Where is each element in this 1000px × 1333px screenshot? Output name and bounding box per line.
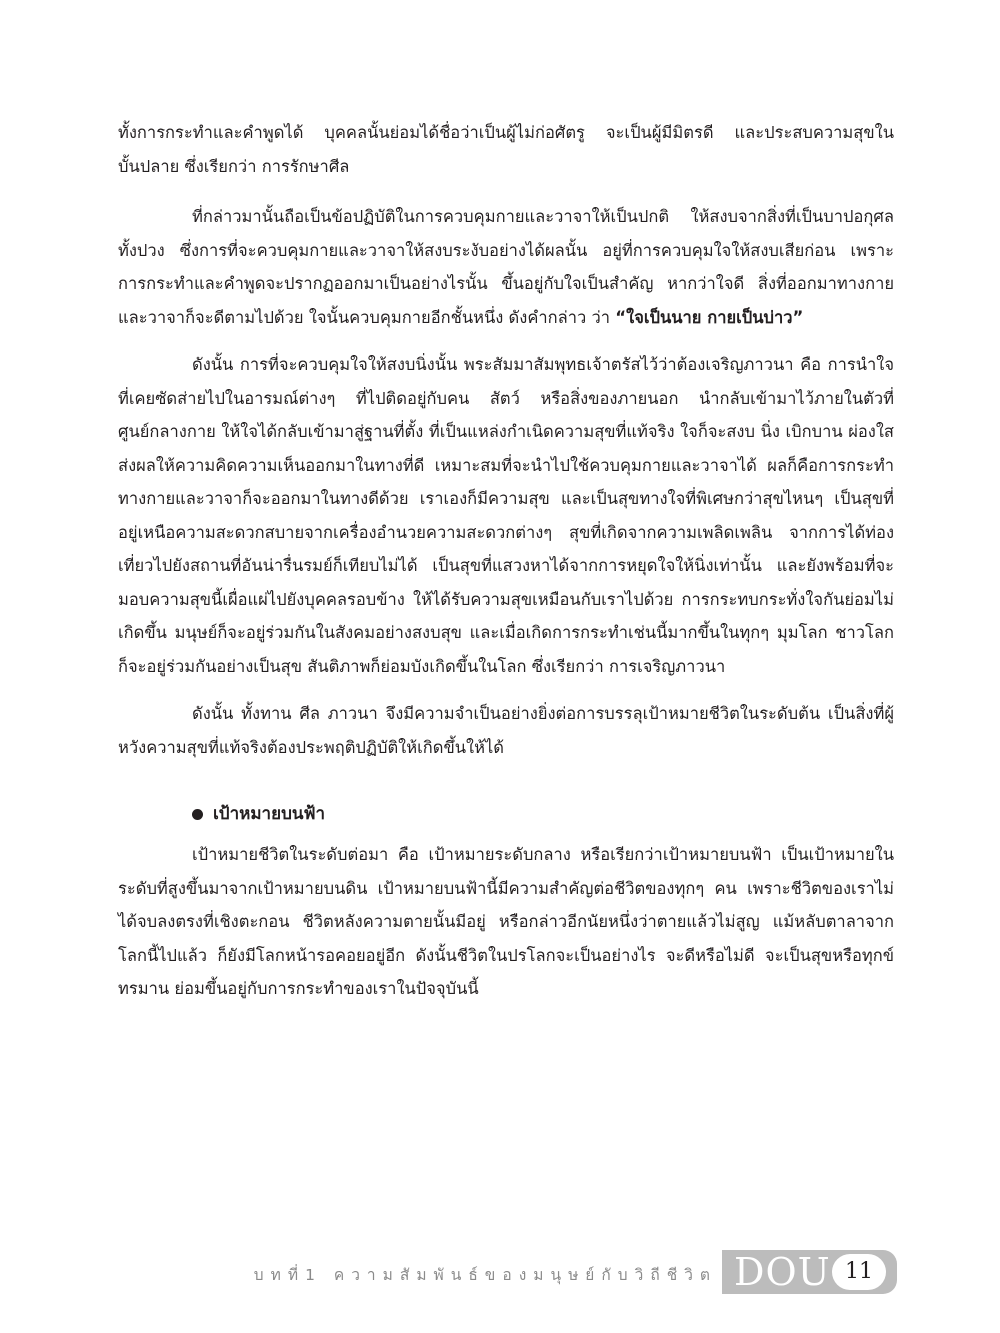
page-footer [0,1250,1000,1300]
section-heading [192,798,894,830]
paragraph-5: เป้าหมายชีวิตในระดับต่อมา คือ เป้าหมายระดับกลาง หรือเรียกว่าเป้าหมายบนฟ้า เป็นเป้าหมายในระดับที่สูงขึ้นมาจากเป้าหมายบนดิน เป้าหมายบนฟ้านี้มีความสำคัญต่อชีวิตของทุกๆ คน เพราะชีวิตของเราไม่ได้จบลงตรงที่เชิงตะกอน ชีวิตหลังความตายนั้นมีอยู่ หรือกล่าวอีกนัยหนึ่งว่าตายแล้วไม่สูญ แม้หลับตาลาจากโลกนี้ไปแล้ว ก็ยังมีโลกหน้ารอคอยอยู่อีก ดังนั้นชีวิตในปรโลกจะเป็นอย่างไร จะดีหรือไม่ดี จะเป็นสุขหรือทุกข์ทรมาน ย่อมขึ้นอยู่กับการกระทำของเราในปัจจุบันนี้ [118,845,894,998]
paragraph-1: ทั้งการกระทำและคำพูดได้ บุคคลนั้นย่อมได้ชื่อว่าเป็นผู้ไม่ก่อศัตรู จะเป็นผู้มีมิตรดี และประสบความสุขในบั้นปลาย ซึ่งเรียกว่า การรักษาศีล [118,123,894,176]
dou-logo: DOU [734,1250,831,1294]
page-badge [722,1250,897,1294]
paragraph-2 [118,200,894,334]
section-heading-text: เป้าหมายบนฟ้า [213,804,326,824]
bullet-icon [192,809,203,820]
paragraph-4: ดังนั้น ทั้งทาน ศีล ภาวนา จึงมีความจำเป็นอย่างยิ่งต่อการบรรลุเป้าหมายชีวิตในระดับต้น เป็นสิ่งที่ผู้หวังความสุขที่แท้จริงต้องประพฤติปฏิบัติให้เกิดขึ้นให้ได้ [118,704,894,757]
page-number: 11 [832,1254,886,1290]
paragraph-3: ดังนั้น การที่จะควบคุมใจให้สงบนิ่งนั้น พระสัมมาสัมพุทธเจ้าตรัสไว้ว่าต้องเจริญภาวนา คือ การนำใจที่เคยซัดส่ายไปในอารมณ์ต่างๆ ที่ไปติดอยู่กับคน สัตว์ หรือสิ่งของภายนอก นำกลับเข้ามาไว้ภายในตัวที่ศูนย์กลางกาย ให้ใจได้กลับเข้ามาสู่ฐานที่ตั้ง ที่เป็นแหล่งกำเนิดความสุขที่แท้จริง ใจก็จะสงบ นิ่ง เบิกบาน ผ่องใส ส่งผลให้ความคิดความเห็นออกมาในทางที่ดี เหมาะสมที่จะนำไปใช้ควบคุมกายและวาจาได้ ผลก็คือการกระทำทางกายและวาจาก็จะออกมาในทางดีด้วย เราเองก็มีความสุข และเป็นสุขทางใจที่พิเศษกว่าสุขไหนๆ เป็นสุขที่อยู่เหนือความสะดวกสบายจากเครื่องอำนวยความสะดวกต่างๆ สุขที่เกิดจากความเพลิดเพลิน จากการได้ท่องเที่ยวไปยังสถานที่อันน่ารื่นรมย์ก็เทียบไม่ได้ เป็นสุขที่แสวงหาได้จากการหยุดใจให้นิ่งเท่านั้น และยังพร้อมที่จะมอบความสุขนี้เผื่อแผ่ไปยังบุคคลรอบข้าง ให้ได้รับความสุขเหมือนกับเราไปด้วย การกระทบกระทั่งใจกันย่อมไม่เกิดขึ้น มนุษย์ก็จะอยู่ร่วมกันในสังคมอย่างสงบสุข และเมื่อเกิดการกระทำเช่นนี้มากขึ้นในทุกๆ มุมโลก ชาวโลกก็จะอยู่ร่วมกันอย่างเป็นสุข สันติภาพก็ย่อมบังเกิดขึ้นในโลก ซึ่งเรียกว่า การเจริญภาวนา [118,355,894,676]
paragraph-2-quote: “ใจเป็นนาย กายเป็นบ่าว” [615,307,804,327]
page-body [118,116,894,1006]
chapter-title: บทที่1 ความสัมพันธ์ของมนุษย์กับวิถีชีวิต [253,1266,717,1284]
paragraph-2-text: ที่กล่าวมานั้นถือเป็นข้อปฏิบัติในการควบคุมกายและวาจาให้เป็นปกติ ให้สงบจากสิ่งที่เป็นบาปอกุศลทั้งปวง ซึ่งการที่จะควบคุมกายและวาจาให้สงบระงับอย่างได้ผลนั้น อยู่ที่การควบคุมใจให้สงบเสียก่อน เพราะการกระทำและคำพูดจะปรากฏออกมาเป็นอย่างไรนั้น ขึ้นอยู่กับใจเป็นสำคัญ หากว่าใจดี สิ่งที่ออกมาทางกายและวาจาก็จะดีตามไปด้วย ใจนั้นควบคุมกายอีกชั้นหนึ่ง ดังคำกล่าว ว่า [118,207,894,327]
